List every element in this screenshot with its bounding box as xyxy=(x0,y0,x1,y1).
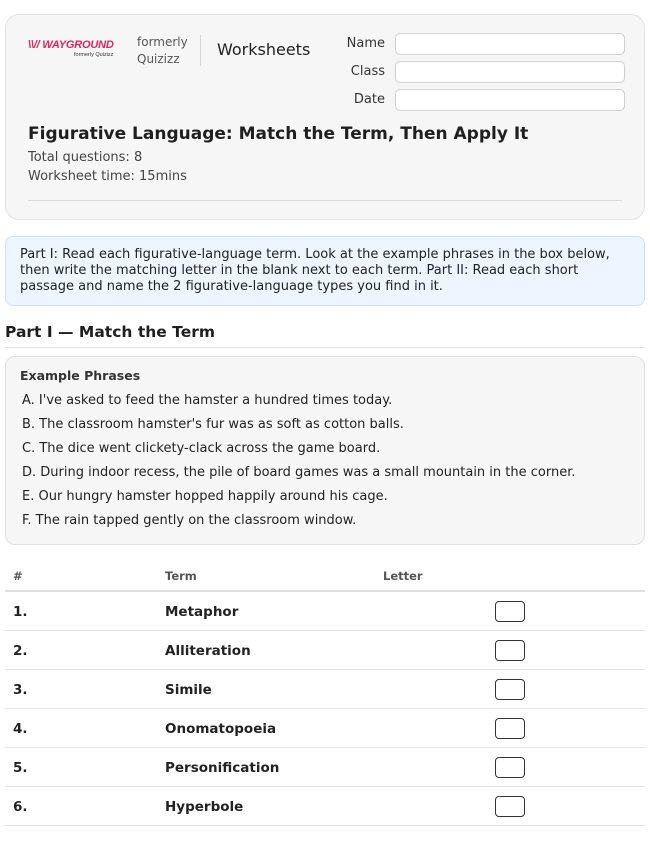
section-title: Worksheets xyxy=(217,40,311,59)
class-input[interactable] xyxy=(395,61,625,83)
row-term: Onomatopoeia xyxy=(165,721,277,737)
row-term: Hyperbole xyxy=(165,799,244,815)
examples-title: Example Phrases xyxy=(20,368,141,383)
part-rule xyxy=(5,347,645,348)
example-item: E. Our hungry hamster hopped happily around his cage. xyxy=(22,489,388,504)
table-row xyxy=(5,709,645,748)
example-item: B. The classroom hamster's fur was as soft as cotton balls. xyxy=(22,417,404,432)
letter-answer-box[interactable] xyxy=(495,601,525,622)
date-label: Date xyxy=(353,92,385,107)
column-header-term: Term xyxy=(165,569,197,583)
letter-answer-box[interactable] xyxy=(495,718,525,739)
name-label: Name xyxy=(346,36,385,51)
formerly-quizizz-text: formerly Quizizz xyxy=(137,35,188,66)
class-label: Class xyxy=(350,64,385,79)
table-row xyxy=(5,631,645,670)
table-row xyxy=(5,670,645,709)
table-row xyxy=(5,748,645,787)
total-questions: Total questions: 8 xyxy=(28,150,143,165)
row-number: 5. xyxy=(13,760,28,776)
table-row xyxy=(5,787,645,826)
header-rule xyxy=(28,200,622,201)
row-term: Metaphor xyxy=(165,604,239,620)
logo-mark-icon: \\// xyxy=(28,39,40,51)
example-phrases-box xyxy=(5,356,645,545)
worksheet-title: Figurative Language: Match the Term, Then Apply It xyxy=(28,124,529,144)
row-term: Personification xyxy=(165,760,280,776)
example-item: D. During indoor recess, the pile of board games was a small mountain in the corner. xyxy=(22,465,576,480)
example-item: F. The rain tapped gently on the classroom window. xyxy=(22,513,357,528)
row-number: 6. xyxy=(13,799,28,815)
worksheet-time: Worksheet time: 15mins xyxy=(28,169,187,184)
column-header-letter: Letter xyxy=(383,569,423,583)
letter-answer-box[interactable] xyxy=(495,796,525,817)
example-item: C. The dice went clickety-clack across the game board. xyxy=(22,441,381,456)
row-number: 3. xyxy=(13,682,28,698)
letter-answer-box[interactable] xyxy=(495,679,525,700)
wayground-logo xyxy=(28,39,120,65)
logo-subtitle: formerly Quizizz xyxy=(74,52,114,58)
letter-answer-box[interactable] xyxy=(495,757,525,778)
row-number: 4. xyxy=(13,721,28,737)
example-list xyxy=(22,393,576,537)
instructions-box: Part I: Read each figurative-language term. Look at the example phrases in the box below, then write the matching letter in the blank next to each term. Part II: Read each short passage and name the 2 figurative-language types you find in it. xyxy=(5,236,645,306)
letter-answer-box[interactable] xyxy=(495,640,525,661)
row-term: Alliteration xyxy=(165,643,251,659)
header-divider xyxy=(200,35,201,66)
column-header-num: # xyxy=(13,569,23,583)
table-row xyxy=(5,592,645,631)
date-input[interactable] xyxy=(395,89,625,111)
part-title: Part I — Match the Term xyxy=(5,323,215,341)
name-input[interactable] xyxy=(395,33,625,55)
row-number: 1. xyxy=(13,604,28,620)
row-number: 2. xyxy=(13,643,28,659)
row-term: Simile xyxy=(165,682,212,698)
logo-wordmark: \\// WAYGROUND xyxy=(28,39,114,51)
example-item: A. I've asked to feed the hamster a hundred times today. xyxy=(22,393,393,408)
